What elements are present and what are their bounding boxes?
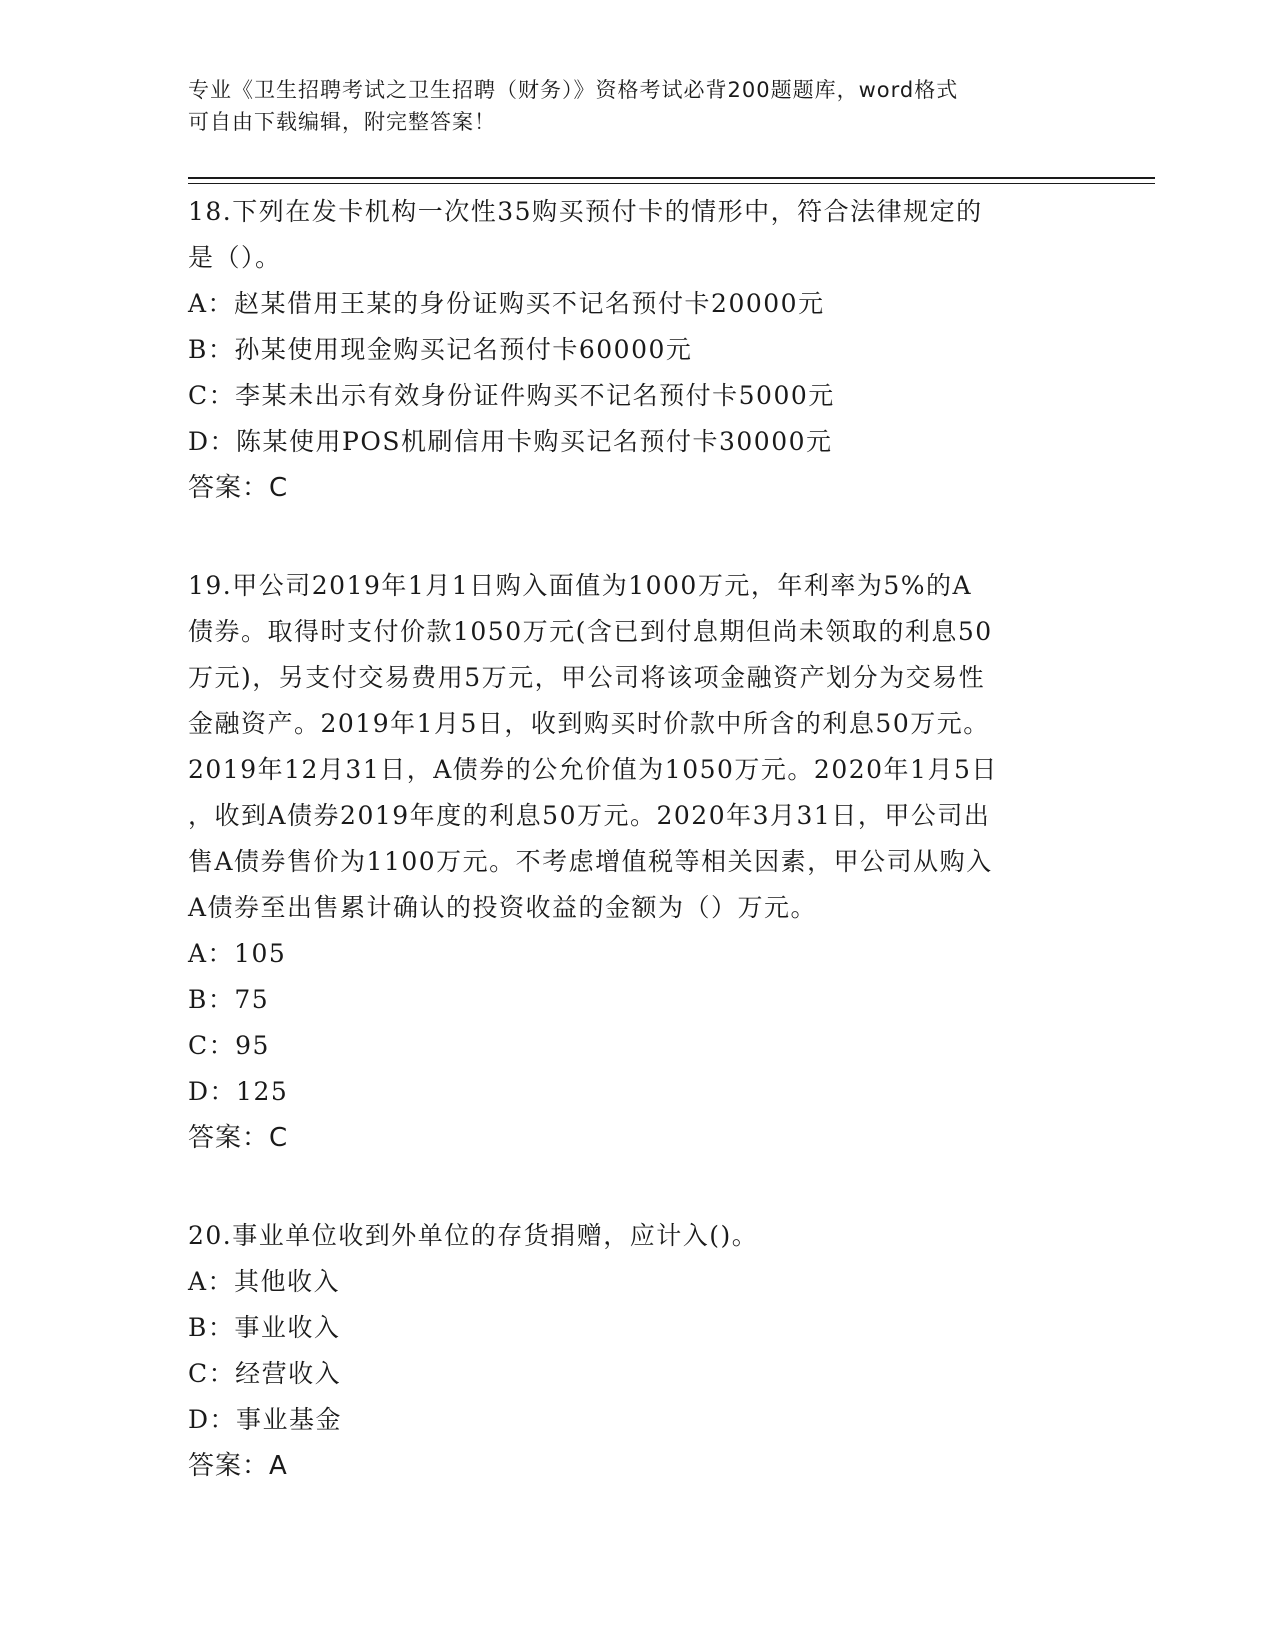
- option-b: B：孙某使用现金购买记名预付卡60000元: [188, 335, 693, 364]
- option-a: A：其他收入: [188, 1267, 341, 1296]
- option-a: A：105: [188, 939, 287, 968]
- option-c: C：李某未出示有效身份证件购买不记名预付卡5000元: [188, 381, 835, 410]
- question-20: [188, 1213, 1088, 1489]
- question-stem-line: 19.甲公司2019年1月1日购入面值为1000万元，年利率为5%的A: [188, 571, 973, 600]
- question-stem-line: A债券至出售累计确认的投资收益的金额为（）万元。: [188, 893, 818, 922]
- option-b: B：75: [188, 985, 270, 1014]
- option-d: D：事业基金: [188, 1405, 343, 1434]
- question-18: [188, 189, 1088, 511]
- option-c: C：经营收入: [188, 1359, 342, 1388]
- question-list: [188, 189, 1088, 1541]
- question-stem-line: 万元)，另支付交易费用5万元，甲公司将该项金融资产划分为交易性: [188, 663, 986, 692]
- question-stem-line: 2019年12月31日，A债券的公允价值为1050万元。2020年1月5日: [188, 755, 998, 784]
- header-line: 专业《卫生招聘考试之卫生招聘（财务）》资格考试必背200题题库，word格式: [188, 78, 959, 102]
- header-divider-thick: [188, 177, 1155, 179]
- question-stem-line: 金融资产。2019年1月5日，收到购买时价款中所含的利息50万元。: [188, 709, 990, 738]
- answer-label: 答案：C: [188, 473, 289, 503]
- question-stem-line: 售A债券售价为1100万元。不考虑增值税等相关因素，甲公司从购入: [188, 847, 993, 876]
- question-stem-line: 18.下列在发卡机构一次性35购买预付卡的情形中，符合法律规定的: [188, 197, 983, 226]
- answer-label: 答案：C: [188, 1123, 289, 1153]
- option-a: A：赵某借用王某的身份证购买不记名预付卡20000元: [188, 289, 825, 318]
- document-header: [188, 74, 1078, 138]
- option-d: D：125: [188, 1077, 289, 1106]
- header-line: 可自由下载编辑，附完整答案！: [188, 110, 496, 134]
- question-19: [188, 563, 1088, 1161]
- answer-label: 答案：A: [188, 1451, 288, 1481]
- question-stem-line: 债券。取得时支付价款1050万元(含已到付息期但尚未领取的利息50: [188, 617, 993, 646]
- question-stem-line: 20.事业单位收到外单位的存货捐赠，应计入()。: [188, 1221, 759, 1250]
- question-stem-line: ，收到A债券2019年度的利息50万元。2020年3月31日，甲公司出: [188, 801, 991, 830]
- question-stem-line: 是（）。: [188, 243, 282, 272]
- option-b: B：事业收入: [188, 1313, 341, 1342]
- option-d: D：陈某使用POS机刷信用卡购买记名预付卡30000元: [188, 427, 833, 456]
- header-divider-thin: [188, 183, 1155, 184]
- option-c: C：95: [188, 1031, 270, 1060]
